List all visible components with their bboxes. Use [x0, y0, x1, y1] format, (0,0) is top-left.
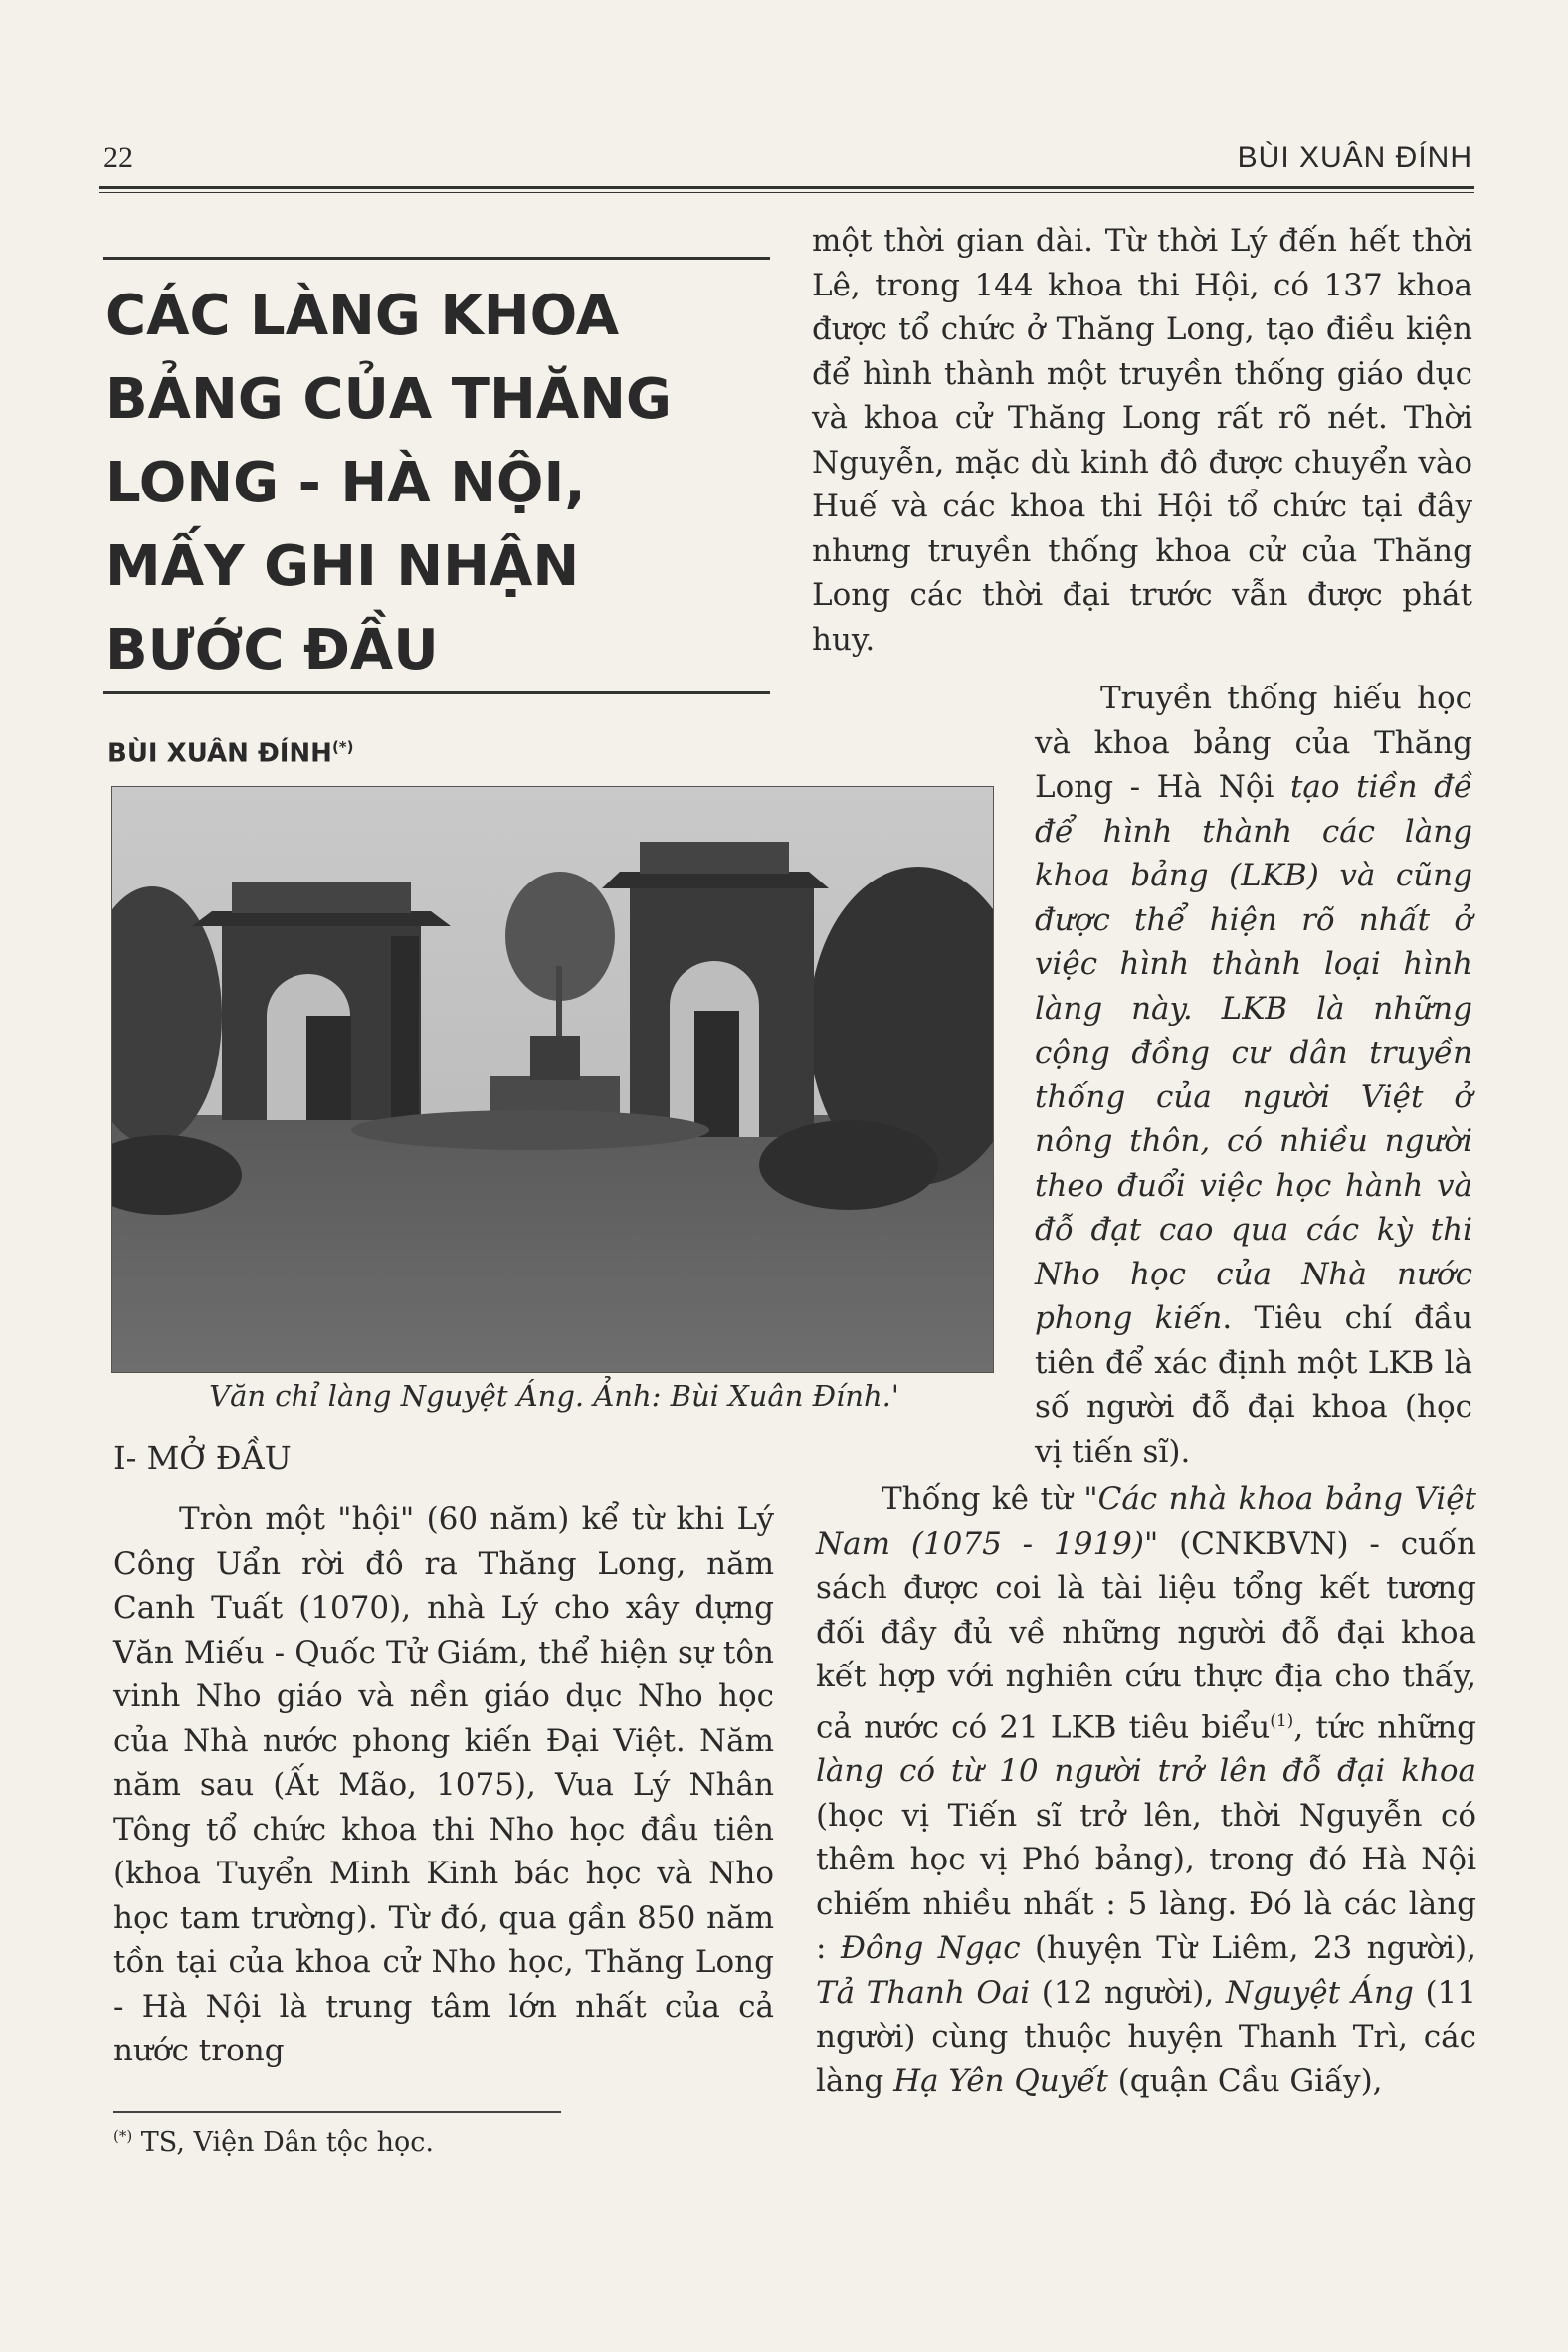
footnote-ref: (1): [1270, 1710, 1294, 1731]
footnote-text: TS, Viện Dân tộc học.: [132, 2127, 434, 2158]
text-run: . Tiêu chí đầu tiên để xác định một LKB là số người đỗ đại khoa (học vị tiến sĩ).: [1035, 1300, 1472, 1470]
page-number: 22: [103, 141, 133, 174]
header-rule: [99, 186, 1474, 189]
text-run: (11 người) cùng thuộc huyện Thanh Trì, các làng: [816, 1974, 1476, 2099]
paragraph: [1035, 677, 1472, 1473]
photo: [111, 786, 994, 1373]
title-rule-bottom: [103, 691, 770, 694]
italic-run: Nguyệt Áng: [1225, 1974, 1414, 2011]
text-run: Thống kê từ ": [882, 1481, 1098, 1517]
figure-caption: Văn chỉ làng Nguyệt Áng. Ảnh: Bùi Xuân Đính.': [209, 1379, 899, 1413]
paragraph: [816, 1477, 1476, 2103]
running-head: BÙI XUÂN ĐÍNH: [1237, 141, 1472, 174]
left-column-text: [113, 1497, 774, 2073]
footnote-rule: [113, 2111, 561, 2113]
title-line: CÁC LÀNG KHOA: [105, 284, 620, 348]
right-column-middle-text: [1035, 677, 1472, 1473]
paragraph: Tròn một "hội" (60 năm) kể từ khi Lý Công Uẩn rời đô ra Thăng Long, năm Canh Tuất (1070), nhà Lý cho xây dựng Văn Miếu - Quốc Tử Giám, thể hiện sự tôn vinh Nho giáo và nền giáo dục Nho học của Nhà nước phong kiến Đại Việt. Năm năm sau (Ất Mão, 1075), Vua Lý Nhân Tông tổ chức khoa thi Nho học đầu tiên (khoa Tuyển Minh Kinh bác học và Nho học tam trường). Từ đó, qua gần 850 năm tồn tại của khoa cử Nho học, Thăng Long - Hà Nội là trung tâm lớn nhất của cả nước trong: [113, 1501, 774, 2068]
text-run: " (CNKBVN) - cuốn sách được coi là tài liệu tổng kết tương đối đầy đủ về những người đỗ đại khoa kết hợp với nghiên cứu thực địa cho thấy, cả nước có 21 LKB tiêu biểu: [816, 1525, 1476, 1745]
author-footnote-mark: (*): [331, 738, 354, 756]
right-column-top-text: [812, 219, 1472, 662]
text-run: , tức những: [1293, 1708, 1476, 1745]
section-heading: I- MỞ ĐẦU: [113, 1439, 292, 1476]
text-run: (12 người),: [1030, 1974, 1226, 2011]
title-line: MẤY GHI NHẬN: [105, 534, 580, 599]
title-line: BƯỚC ĐẦU: [105, 618, 439, 683]
footnote: [113, 2127, 434, 2158]
italic-run: Đông Ngạc: [840, 1930, 1021, 1967]
header-rule-thin: [99, 192, 1474, 193]
photo-illustration: [112, 787, 993, 1372]
italic-run: Các nhà khoa bảng Việt Nam (1075 - 1919): [816, 1481, 1477, 1562]
italic-run: Tả Thanh Oai: [816, 1974, 1031, 2011]
title-rule-top: [103, 257, 770, 260]
author-name: BÙI XUÂN ĐÍNH: [107, 738, 332, 769]
italic-run: làng có từ 10 người trở lên đỗ đại khoa: [816, 1753, 1476, 1790]
author-byline: [107, 738, 354, 769]
text-run: (huyện Từ Liêm, 23 người),: [1020, 1930, 1476, 1967]
text-run: (học vị Tiến sĩ trở lên, thời Nguyễn có thêm học vị Phó bảng), trong đó Hà Nội chiếm nhiều nhất : 5 làng. Đó là các làng :: [816, 1797, 1476, 1967]
text-run: (quận Cầu Giấy),: [1107, 2062, 1383, 2099]
title-line: BẢNG CỦA THĂNG: [105, 367, 672, 432]
title-line: LONG - HÀ NỘI,: [105, 451, 586, 515]
right-column-bottom-text: [816, 1477, 1476, 2103]
italic-run: Hạ Yên Quyết: [893, 2062, 1108, 2099]
article-title: [105, 275, 782, 692]
paragraph: một thời gian dài. Từ thời Lý đến hết thời Lê, trong 144 khoa thi Hội, có 137 khoa được tổ chức ở Thăng Long, tạo điều kiện để hình thành một truyền thống giáo dục và khoa cử Thăng Long rất rõ nét. Thời Nguyễn, mặc dù kinh đô được chuyển vào Huế và các khoa thi Hội tổ chức tại đây nhưng truyền thống khoa cử của Thăng Long các thời đại trước vẫn được phát huy.: [812, 223, 1472, 658]
italic-run: tạo tiền đề để hình thành các làng khoa bảng (LKB) và cũng được thể hiện rõ nhất ở việc hình thành loại hình làng này. LKB là những cộng đồng cư dân truyền thống của người Việt ở nông thôn, có nhiều người theo đuổi việc học hành và đỗ đạt cao qua các kỳ thi Nho học của Nhà nước phong kiến: [1035, 769, 1473, 1336]
text-run: Truyền thống hiếu học và khoa bảng của Thăng Long - Hà Nội: [1035, 681, 1472, 805]
footnote-mark: (*): [113, 2127, 133, 2145]
